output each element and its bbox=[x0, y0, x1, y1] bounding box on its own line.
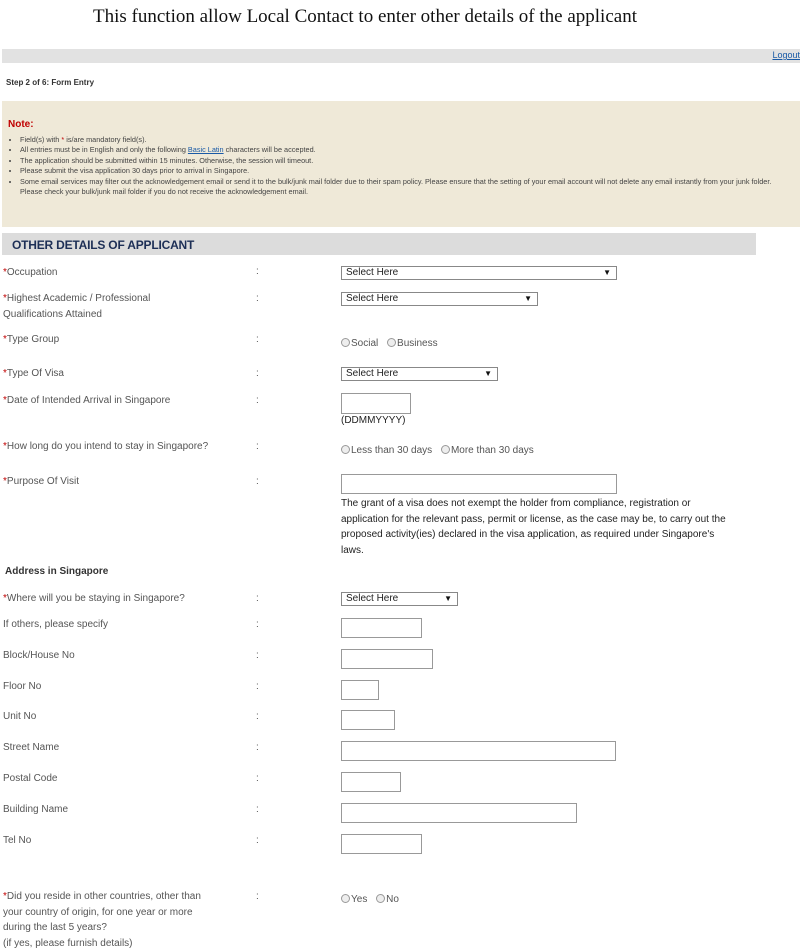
colon: : bbox=[256, 650, 259, 661]
chevron-down-icon: ▼ bbox=[484, 369, 492, 378]
required-star: * bbox=[3, 293, 7, 304]
radio-label: Less than 30 days bbox=[351, 445, 433, 456]
chevron-down-icon: ▼ bbox=[603, 268, 611, 277]
street-label: Street Name bbox=[3, 742, 60, 753]
label-text: Purpose Of Visit bbox=[6, 476, 79, 487]
arrival-date-input[interactable] bbox=[341, 393, 411, 414]
date-format-hint: (DDMMYYYY) bbox=[341, 415, 406, 426]
required-star: * bbox=[3, 395, 7, 406]
business-radio[interactable] bbox=[387, 338, 396, 347]
select-value: Select Here bbox=[346, 267, 399, 278]
note-item: • The application should be submitted within 15 minutes. Otherwise, the session will timeout. bbox=[20, 156, 790, 166]
social-radio[interactable] bbox=[341, 338, 350, 347]
label-text: Where will you be staying in Singapore? bbox=[6, 593, 185, 604]
unit-input[interactable] bbox=[341, 710, 395, 730]
note-item bbox=[20, 145, 790, 155]
logout-link[interactable]: Logout bbox=[772, 50, 800, 60]
colon: : bbox=[256, 368, 259, 379]
colon: : bbox=[256, 293, 259, 304]
note-item: • Some email services may filter out the acknowledgement email or send it to the bulk/junk mail folder due to their spam policy. Please ensure that the setting of your email account will not delete any email instantly from your junk folder. Please check your bulk/junk mail folder if you do not receive the acknowledgement email. bbox=[20, 177, 790, 198]
radio-label: Yes bbox=[351, 894, 368, 905]
arrival-date-label bbox=[3, 393, 170, 409]
colon: : bbox=[256, 441, 259, 452]
staying-select[interactable] bbox=[341, 592, 458, 606]
type-group-label bbox=[3, 332, 59, 348]
radio-label: No bbox=[386, 894, 399, 905]
visa-disclaimer: The grant of a visa does not exempt the holder from compliance, registration or application for the relevant pass, permit or license, as the case may be, to carry out the proposed activity(ies) declared in the visa application, as required under Singapore's laws. bbox=[341, 498, 726, 556]
label-text: during the last 5 years? bbox=[3, 922, 107, 933]
label-text: Occupation bbox=[6, 267, 58, 278]
colon: : bbox=[256, 619, 259, 630]
label-text: Type Group bbox=[6, 334, 60, 345]
note-text: All entries must be in English and only the following bbox=[20, 145, 188, 155]
required-star: * bbox=[3, 441, 7, 452]
note-text: is/are mandatory field(s). bbox=[64, 135, 147, 144]
required-star: * bbox=[3, 593, 7, 604]
required-star: * bbox=[3, 334, 7, 345]
colon: : bbox=[256, 334, 259, 345]
colon: : bbox=[256, 476, 259, 487]
yes-radio[interactable] bbox=[341, 894, 350, 903]
select-value: Select Here bbox=[346, 593, 399, 604]
building-input[interactable] bbox=[341, 803, 577, 823]
postal-label: Postal Code bbox=[3, 773, 58, 784]
select-value: Select Here bbox=[346, 293, 399, 304]
colon: : bbox=[256, 773, 259, 784]
purpose-input[interactable] bbox=[341, 474, 617, 494]
less-than-30-radio[interactable] bbox=[341, 445, 350, 454]
street-input[interactable] bbox=[341, 741, 616, 761]
others-input[interactable] bbox=[341, 618, 422, 638]
note-box bbox=[2, 101, 800, 227]
address-heading: Address in Singapore bbox=[5, 566, 109, 577]
type-of-visa-select[interactable] bbox=[341, 367, 498, 381]
residence-label bbox=[3, 889, 201, 951]
residence-radios bbox=[341, 894, 405, 905]
tel-input[interactable] bbox=[341, 834, 422, 854]
more-than-30-radio[interactable] bbox=[441, 445, 450, 454]
stay-length-radios bbox=[341, 445, 540, 456]
label-text: Highest Academic / Professional bbox=[6, 293, 151, 304]
type-group-radios bbox=[341, 338, 444, 349]
label-text: How long do you intend to stay in Singapore? bbox=[6, 441, 209, 452]
required-star: * bbox=[3, 368, 7, 379]
step-indicator: Step 2 of 6: Form Entry bbox=[6, 78, 95, 87]
radio-label: More than 30 days bbox=[450, 445, 534, 456]
select-value: Select Here bbox=[346, 368, 399, 379]
colon: : bbox=[256, 266, 259, 277]
colon: : bbox=[256, 891, 259, 902]
required-star: * bbox=[61, 135, 65, 144]
radio-label: Social bbox=[351, 338, 379, 349]
qualification-select[interactable] bbox=[341, 292, 538, 306]
note-text: Field(s) with bbox=[20, 135, 62, 144]
type-of-visa-label bbox=[3, 366, 64, 382]
chevron-down-icon: ▼ bbox=[444, 594, 452, 603]
stay-length-label bbox=[3, 439, 208, 455]
note-text: characters will be accepted. bbox=[223, 145, 316, 155]
qualification-label bbox=[3, 291, 150, 322]
note-list bbox=[2, 135, 790, 197]
label-text: Type Of Visa bbox=[6, 368, 64, 379]
colon: : bbox=[256, 593, 259, 604]
chevron-down-icon: ▼ bbox=[524, 294, 532, 303]
colon: : bbox=[256, 681, 259, 692]
others-label: If others, please specify bbox=[3, 619, 109, 630]
occupation-select[interactable] bbox=[341, 266, 617, 280]
colon: : bbox=[256, 835, 259, 846]
building-label: Building Name bbox=[3, 804, 69, 815]
label-text: (if yes, please furnish details) bbox=[3, 937, 133, 949]
staying-label bbox=[3, 591, 185, 607]
label-text: Did you reside in other countries, other than bbox=[6, 891, 201, 902]
required-star: * bbox=[3, 476, 7, 487]
purpose-label bbox=[3, 474, 79, 490]
required-star: * bbox=[3, 267, 7, 278]
label-text: your country of origin, for one year or more bbox=[3, 906, 193, 918]
basic-latin-link[interactable]: Basic Latin bbox=[187, 145, 224, 155]
note-title: Note: bbox=[8, 119, 34, 130]
colon: : bbox=[256, 804, 259, 815]
colon: : bbox=[256, 742, 259, 753]
section-header bbox=[2, 233, 756, 255]
note-item: • Please submit the visa application 30 days prior to arrival in Singapore. bbox=[20, 166, 790, 176]
label-text: Date of Intended Arrival in Singapore bbox=[6, 395, 171, 406]
floor-input[interactable] bbox=[341, 680, 379, 700]
label-text: Qualifications Attained bbox=[3, 308, 102, 320]
colon: : bbox=[256, 395, 259, 406]
postal-input[interactable] bbox=[341, 772, 401, 792]
floor-label: Floor No bbox=[3, 681, 42, 692]
no-radio[interactable] bbox=[376, 894, 385, 903]
page-caption: This function allow Local Contact to enter other details of the applicant bbox=[93, 6, 637, 27]
block-input[interactable] bbox=[341, 649, 433, 669]
tel-label: Tel No bbox=[3, 835, 32, 846]
top-bar bbox=[2, 49, 800, 63]
block-label: Block/House No bbox=[3, 650, 75, 661]
note-item bbox=[20, 135, 790, 145]
required-star: * bbox=[3, 891, 7, 902]
occupation-label bbox=[3, 265, 58, 281]
radio-label: Business bbox=[397, 338, 438, 349]
unit-label: Unit No bbox=[3, 711, 37, 722]
section-title: OTHER DETAILS OF APPLICANT bbox=[12, 238, 195, 252]
colon: : bbox=[256, 711, 259, 722]
